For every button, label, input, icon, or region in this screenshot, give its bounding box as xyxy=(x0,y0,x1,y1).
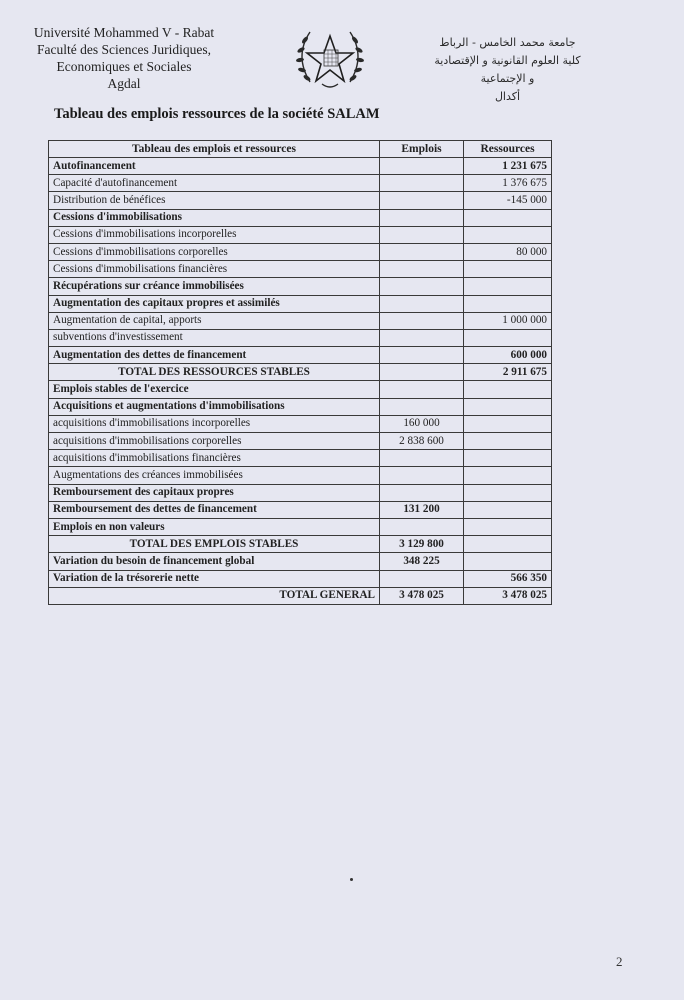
row-ressources xyxy=(464,398,552,415)
row-label: Distribution de bénéfices xyxy=(49,192,380,209)
header-ar-line: كلية العلوم القانونية و الإقتصادية xyxy=(434,54,581,67)
table-row xyxy=(49,570,552,587)
row-emplois xyxy=(380,467,464,484)
table-row xyxy=(49,381,552,398)
university-header-fr xyxy=(14,24,234,92)
row-ressources xyxy=(464,536,552,553)
emplois-ressources-table xyxy=(48,140,552,605)
table-row xyxy=(49,278,552,295)
row-emplois xyxy=(380,518,464,535)
row-ressources: 3 478 025 xyxy=(464,587,552,604)
row-ressources: 600 000 xyxy=(464,347,552,364)
row-emplois xyxy=(380,295,464,312)
row-emplois xyxy=(380,312,464,329)
row-label: Acquisitions et augmentations d'immobilisations xyxy=(49,398,380,415)
row-label: Augmentation de capital, apports xyxy=(49,312,380,329)
table-row xyxy=(49,175,552,192)
row-ressources xyxy=(464,467,552,484)
row-ressources xyxy=(464,415,552,432)
row-emplois: 348 225 xyxy=(380,553,464,570)
header-emplois: Emplois xyxy=(380,141,464,158)
row-emplois: 3 478 025 xyxy=(380,587,464,604)
row-ressources: 566 350 xyxy=(464,570,552,587)
row-ressources xyxy=(464,450,552,467)
table-row xyxy=(49,433,552,450)
header-fr-line: Economiques et Sociales xyxy=(56,59,192,74)
row-label: TOTAL DES RESSOURCES STABLES xyxy=(49,364,380,381)
row-label: Remboursement des capitaux propres xyxy=(49,484,380,501)
row-emplois xyxy=(380,484,464,501)
row-label: Variation du besoin de financement global xyxy=(49,553,380,570)
row-label: Autofinancement xyxy=(49,158,380,175)
row-emplois xyxy=(380,570,464,587)
row-ressources: 1 376 675 xyxy=(464,175,552,192)
row-label: Remboursement des dettes de financement xyxy=(49,501,380,518)
row-emplois xyxy=(380,450,464,467)
row-emplois: 160 000 xyxy=(380,415,464,432)
university-emblem-icon xyxy=(290,22,370,94)
row-emplois xyxy=(380,192,464,209)
row-emplois xyxy=(380,364,464,381)
row-emplois xyxy=(380,175,464,192)
table-row xyxy=(49,243,552,260)
table-row xyxy=(49,467,552,484)
row-ressources xyxy=(464,381,552,398)
row-label: Cessions d'immobilisations incorporelles xyxy=(49,226,380,243)
table-row xyxy=(49,192,552,209)
table-row xyxy=(49,450,552,467)
row-label: Emplois stables de l'exercice xyxy=(49,381,380,398)
table-row xyxy=(49,209,552,226)
table-row xyxy=(49,553,552,570)
university-header-ar xyxy=(420,34,595,106)
row-label: subventions d'investissement xyxy=(49,329,380,346)
row-label: acquisitions d'immobilisations financières xyxy=(49,450,380,467)
row-emplois xyxy=(380,243,464,260)
table-row xyxy=(49,261,552,278)
table-row xyxy=(49,347,552,364)
row-label: Cessions d'immobilisations xyxy=(49,209,380,226)
row-ressources: -145 000 xyxy=(464,192,552,209)
paper-speck xyxy=(350,878,353,881)
page-number: 2 xyxy=(616,954,623,969)
table-row xyxy=(49,295,552,312)
row-emplois xyxy=(380,209,464,226)
row-label: Variation de la trésorerie nette xyxy=(49,570,380,587)
row-label: Cessions d'immobilisations financières xyxy=(49,261,380,278)
table-row xyxy=(49,484,552,501)
row-label: acquisitions d'immobilisations incorporelles xyxy=(49,415,380,432)
row-ressources: 1 000 000 xyxy=(464,312,552,329)
table-header-row xyxy=(49,141,552,158)
table-row xyxy=(49,312,552,329)
row-label: Emplois en non valeurs xyxy=(49,518,380,535)
row-ressources: 1 231 675 xyxy=(464,158,552,175)
row-label: Augmentation des capitaux propres et assimilés xyxy=(49,295,380,312)
row-ressources: 2 911 675 xyxy=(464,364,552,381)
table-row xyxy=(49,226,552,243)
row-ressources xyxy=(464,329,552,346)
document-title: Tableau des emplois ressources de la société SALAM xyxy=(54,106,380,122)
row-emplois xyxy=(380,158,464,175)
table-row xyxy=(49,501,552,518)
row-emplois xyxy=(380,261,464,278)
table-body xyxy=(49,158,552,605)
row-label: TOTAL GENERAL xyxy=(49,587,380,604)
row-label: acquisitions d'immobilisations corporelles xyxy=(49,433,380,450)
table-row xyxy=(49,536,552,553)
table-row xyxy=(49,364,552,381)
header-ressources: Ressources xyxy=(464,141,552,158)
row-ressources xyxy=(464,501,552,518)
header-ar-line: و الإجتماعية xyxy=(480,72,535,85)
row-ressources xyxy=(464,484,552,501)
header-fr-line: Université Mohammed V - Rabat xyxy=(33,25,215,40)
row-ressources xyxy=(464,261,552,278)
row-ressources xyxy=(464,553,552,570)
row-label: Cessions d'immobilisations corporelles xyxy=(49,243,380,260)
header-ar-line: أكدال xyxy=(494,90,521,103)
table-row xyxy=(49,158,552,175)
header-label: Tableau des emplois et ressources xyxy=(49,141,380,158)
row-label: Récupérations sur créance immobilisées xyxy=(49,278,380,295)
row-ressources: 80 000 xyxy=(464,243,552,260)
row-label: TOTAL DES EMPLOIS STABLES xyxy=(49,536,380,553)
row-ressources xyxy=(464,209,552,226)
row-emplois xyxy=(380,278,464,295)
row-emplois xyxy=(380,226,464,243)
table-row xyxy=(49,518,552,535)
row-emplois: 131 200 xyxy=(380,501,464,518)
row-label: Capacité d'autofinancement xyxy=(49,175,380,192)
table-row xyxy=(49,398,552,415)
row-ressources xyxy=(464,226,552,243)
row-ressources xyxy=(464,295,552,312)
table-row xyxy=(49,329,552,346)
row-emplois: 2 838 600 xyxy=(380,433,464,450)
row-emplois xyxy=(380,329,464,346)
row-emplois: 3 129 800 xyxy=(380,536,464,553)
row-ressources xyxy=(464,518,552,535)
row-emplois xyxy=(380,398,464,415)
table-row xyxy=(49,587,552,604)
table-row xyxy=(49,415,552,432)
header-fr-line: Faculté des Sciences Juridiques, xyxy=(37,42,211,57)
row-ressources xyxy=(464,278,552,295)
header-fr-line: Agdal xyxy=(107,76,141,91)
row-ressources xyxy=(464,433,552,450)
row-label: Augmentations des créances immobilisées xyxy=(49,467,380,484)
row-emplois xyxy=(380,381,464,398)
row-emplois xyxy=(380,347,464,364)
header-ar-line: جامعة محمد الخامس - الرباط xyxy=(439,36,576,49)
row-label: Augmentation des dettes de financement xyxy=(49,347,380,364)
